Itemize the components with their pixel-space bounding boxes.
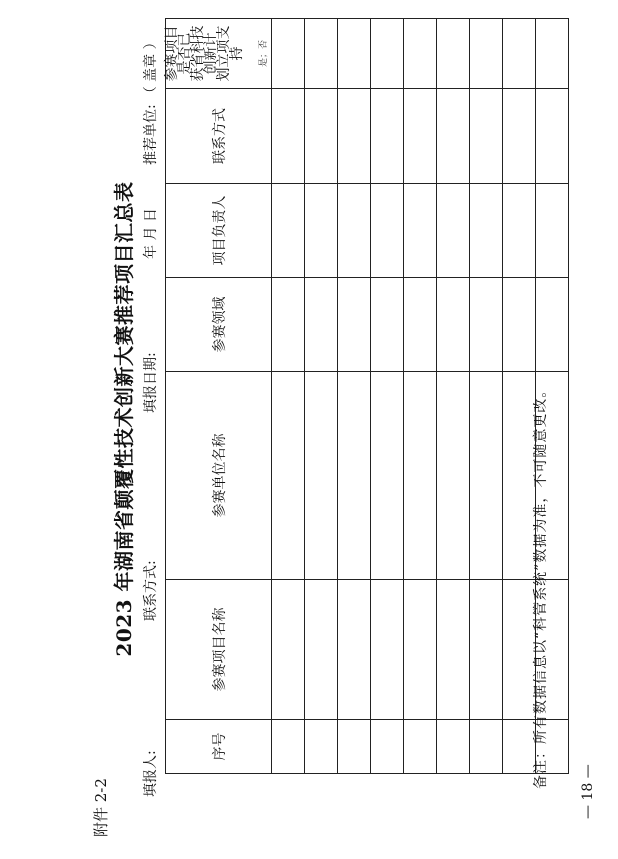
table-cell[interactable]: [437, 89, 470, 184]
header-leader: 项目负责人: [166, 184, 272, 278]
date-fields: 年 月 日: [143, 208, 159, 259]
table-cell[interactable]: [404, 580, 437, 720]
table-cell[interactable]: [437, 720, 470, 774]
table-cell[interactable]: [371, 720, 404, 774]
recommending-unit: [140, 35, 160, 165]
table-cell[interactable]: [470, 278, 503, 372]
table-cell[interactable]: [371, 184, 404, 278]
header-serial: 序号: [166, 720, 272, 774]
header-contact: 联系方式: [166, 89, 272, 184]
table-cell[interactable]: [470, 89, 503, 184]
table-cell[interactable]: [536, 184, 569, 278]
table-cell[interactable]: [503, 278, 536, 372]
table-cell[interactable]: [305, 19, 338, 89]
seal-label: （ 盖章 ）: [143, 35, 159, 101]
table-cell[interactable]: [470, 184, 503, 278]
unit-label: 推荐单位:: [143, 104, 159, 165]
contact-label: 联系方式:: [143, 560, 159, 621]
table-cell[interactable]: [536, 278, 569, 372]
header-unit-name: 参赛单位名称: [166, 372, 272, 580]
table-row: [371, 19, 404, 774]
table-cell[interactable]: [404, 278, 437, 372]
table-cell[interactable]: [437, 580, 470, 720]
table-cell[interactable]: [503, 89, 536, 184]
table-cell[interactable]: [503, 19, 536, 89]
page-number: — 18 —: [580, 764, 596, 819]
table-cell[interactable]: [305, 278, 338, 372]
table-cell[interactable]: [338, 278, 371, 372]
table-cell[interactable]: [338, 89, 371, 184]
table-cell[interactable]: [305, 372, 338, 580]
table-cell[interactable]: [338, 372, 371, 580]
form-title: 2023 年湖南省颠覆性技术创新大赛推荐项目汇总表: [112, 181, 136, 657]
table-cell[interactable]: [470, 372, 503, 580]
table-cell[interactable]: [272, 372, 305, 580]
table-cell[interactable]: [536, 19, 569, 89]
footnote: 备注：所有数据信息以“科管系统”数据为准，不可随意更改。: [533, 382, 549, 789]
table-cell[interactable]: [272, 580, 305, 720]
table-cell[interactable]: [371, 19, 404, 89]
table-cell[interactable]: [338, 184, 371, 278]
table-cell[interactable]: [470, 720, 503, 774]
attachment-label: 附件 2-2: [92, 778, 110, 837]
table-cell[interactable]: [404, 372, 437, 580]
table-cell[interactable]: [272, 278, 305, 372]
table-cell[interactable]: [371, 372, 404, 580]
table-cell[interactable]: [305, 184, 338, 278]
header-project-name: 参赛项目名称: [166, 580, 272, 720]
table-cell[interactable]: [338, 580, 371, 720]
header-field: 参赛领域: [166, 278, 272, 372]
table-cell[interactable]: [305, 89, 338, 184]
table-cell[interactable]: [470, 19, 503, 89]
date-label: 填报日期:: [143, 352, 159, 413]
table-cell[interactable]: [404, 19, 437, 89]
filler-label: 填报人:: [143, 750, 159, 797]
summary-table: [165, 18, 569, 774]
table-cell[interactable]: [272, 19, 305, 89]
table-cell[interactable]: [272, 720, 305, 774]
support-line-2: 获省科技创新计: [190, 25, 219, 82]
table-cell[interactable]: [536, 89, 569, 184]
table-cell[interactable]: [437, 372, 470, 580]
table-cell[interactable]: [272, 89, 305, 184]
table-cell[interactable]: [371, 89, 404, 184]
support-options: 是；否: [259, 40, 269, 68]
table-cell[interactable]: [404, 720, 437, 774]
table-row: [470, 19, 503, 774]
table-row: [338, 19, 371, 774]
support-line-3: 划立项支持: [216, 25, 245, 82]
support-line-1: 参赛项目是否已: [164, 25, 193, 82]
table-cell[interactable]: [503, 184, 536, 278]
header-support-status: [166, 19, 272, 89]
table-cell[interactable]: [404, 184, 437, 278]
table-cell[interactable]: [437, 184, 470, 278]
table-row: [272, 19, 305, 774]
table-row: [437, 19, 470, 774]
table-cell[interactable]: [305, 720, 338, 774]
table-cell[interactable]: [371, 580, 404, 720]
table-cell[interactable]: [338, 720, 371, 774]
table-row: [305, 19, 338, 774]
table-cell[interactable]: [470, 580, 503, 720]
table-cell[interactable]: [305, 580, 338, 720]
table-cell[interactable]: [371, 278, 404, 372]
table-cell[interactable]: [272, 184, 305, 278]
table-cell[interactable]: [404, 89, 437, 184]
table-body: [272, 19, 569, 774]
table-header-row: [166, 19, 272, 774]
table-cell[interactable]: [338, 19, 371, 89]
table-cell[interactable]: [437, 19, 470, 89]
table-row: [404, 19, 437, 774]
table-cell[interactable]: [437, 278, 470, 372]
